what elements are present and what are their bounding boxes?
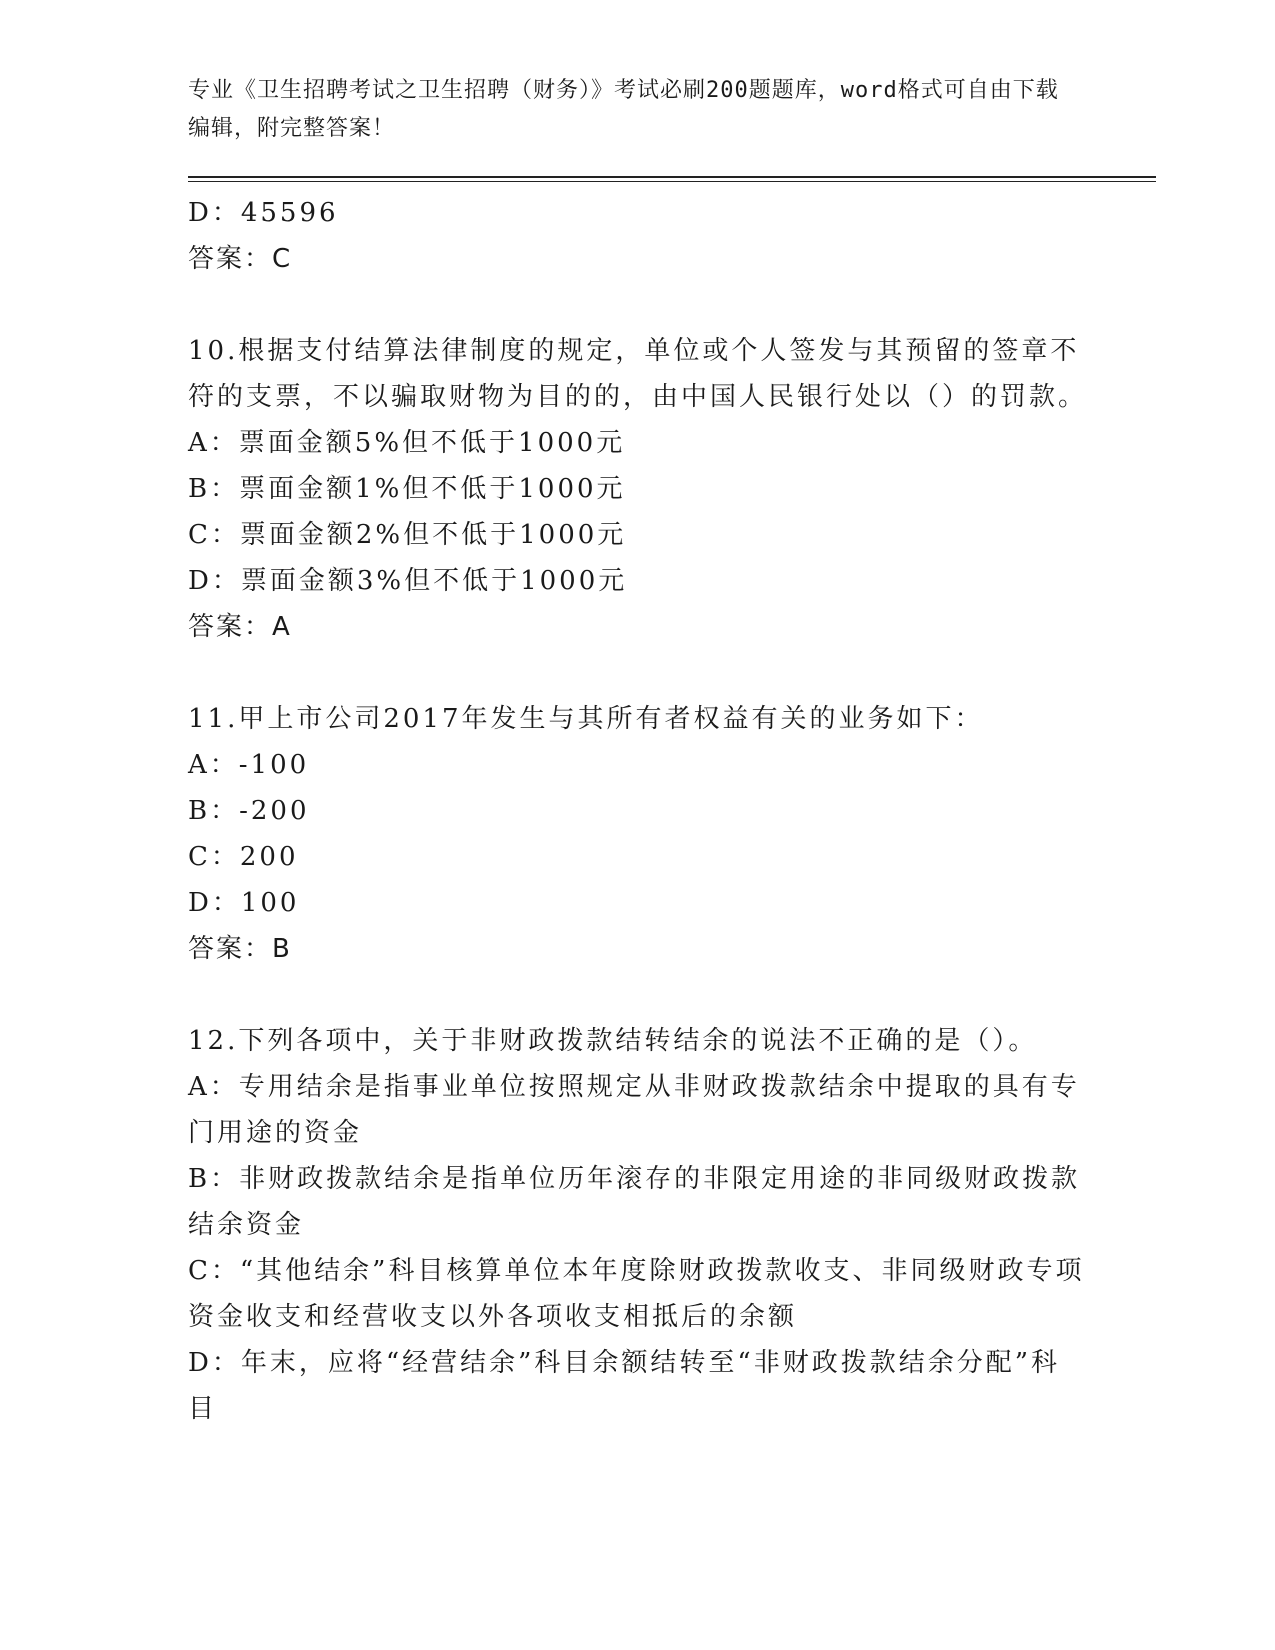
- question-stem: 11.甲上市公司2017年发生与其所有者权益有关的业务如下：: [188, 704, 984, 734]
- answer-line: 答案：A: [188, 612, 292, 642]
- option-b: B：票面金额1%但不低于1000元: [188, 474, 626, 504]
- option-c: C：200: [188, 842, 299, 872]
- option-d: D：45596: [188, 198, 339, 228]
- option-d: D：票面金额3%但不低于1000元: [188, 566, 628, 596]
- page-header: [188, 72, 1068, 148]
- option-d: D：100: [188, 888, 300, 918]
- answer-line: 答案：B: [188, 934, 292, 964]
- question-12: [188, 1018, 1088, 1432]
- option-a: A：专用结余是指事业单位按照规定从非财政拨款结余中提取的具有专门用途的资金: [188, 1072, 1080, 1148]
- option-d: D：年末，应将“经营结余”科目余额结转至“非财政拨款结余分配”科目: [188, 1348, 1061, 1424]
- option-c: C：票面金额2%但不低于1000元: [188, 520, 627, 550]
- header-divider: [188, 176, 1156, 182]
- option-a: A：票面金额5%但不低于1000元: [188, 428, 626, 458]
- header-title: 专业《卫生招聘考试之卫生招聘（财务）》考试必刷200题题库，word格式可自由下载编辑，附完整答案！: [188, 78, 1059, 141]
- question-10: [188, 328, 1088, 650]
- question-11: [188, 696, 1088, 972]
- question-stem: 12.下列各项中，关于非财政拨款结转结余的说法不正确的是（）。: [188, 1026, 1038, 1056]
- previous-question-tail: [188, 190, 1088, 282]
- document-body: [188, 190, 1088, 1432]
- option-b: B：非财政拨款结余是指单位历年滚存的非限定用途的非同级财政拨款结余资金: [188, 1164, 1081, 1240]
- option-b: B：-200: [188, 796, 310, 826]
- question-stem: 10.根据支付结算法律制度的规定，单位或个人签发与其预留的签章不符的支票，不以骗取财物为目的的，由中国人民银行处以（）的罚款。: [188, 336, 1088, 412]
- option-c: C：“其他结余”科目核算单位本年度除财政拨款收支、非同级财政专项资金收支和经营收支以外各项收支相抵后的余额: [188, 1256, 1085, 1332]
- option-a: A：-100: [188, 750, 310, 780]
- answer-line: 答案：C: [188, 244, 293, 274]
